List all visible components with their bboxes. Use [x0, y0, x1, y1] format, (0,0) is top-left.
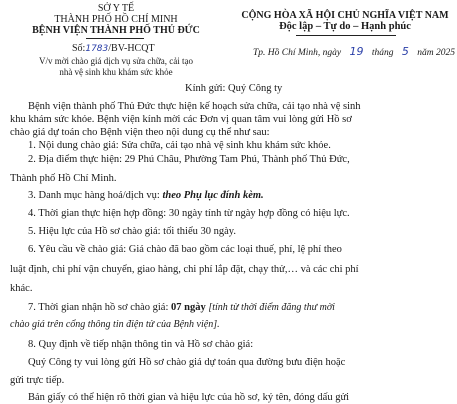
ministry-name: SỞ Y TẾ — [97, 3, 135, 14]
number-suffix: /BV-HCQT — [108, 43, 155, 54]
item-8-line-1: Quý Công ty vui lòng gửi Hồ sơ chào giá dự toán qua đường bưu điện hoặc — [28, 357, 346, 368]
national-motto: Độc lập – Tự do – Hạnh phúc — [279, 21, 411, 32]
greeting: Kính gửi: Quý Công ty — [185, 83, 283, 94]
number-prefix: Số: — [72, 43, 86, 54]
issue-date — [253, 46, 455, 59]
date-day-handwritten: 19 — [349, 45, 364, 58]
item-6-line-2: luật định, chi phí vận chuyển, giao hàng, chi phí lắp đặt, chạy thử,… và các chi phí — [10, 264, 359, 275]
item-7-prefix: 7. Thời gian nhận hồ sơ chào giá: — [28, 302, 169, 313]
item-3-prefix: 3. Danh mục hàng hoá/dịch vụ: — [28, 190, 160, 201]
subject-line-1: V/v mời chào giá dịch vụ sửa chữa, cải tạo — [39, 56, 193, 66]
item-1: 1. Nội dung chào giá: Sửa chữa, cải tạo nhà vệ sinh khu khám sức khỏe. — [28, 140, 331, 151]
item-7-days: 07 ngày — [171, 302, 206, 313]
document-number — [72, 44, 155, 54]
item-2-line-1: 2. Địa điểm thực hiện: 29 Phú Châu, Phường Tam Phú, Thành phố Thủ Đức, — [28, 154, 350, 165]
hospital-underline — [86, 38, 144, 39]
hospital-name: BỆNH VIỆN THÀNH PHỐ THỦ ĐỨC — [32, 25, 200, 36]
motto-underline — [296, 35, 396, 36]
intro-line-1: Bệnh viện thành phố Thủ Đức thực hiện kế hoạch sửa chữa, cải tạo nhà vệ sinh — [28, 101, 361, 112]
item-8: 8. Quy định về tiếp nhận thông tin và Hồ sơ chào giá: — [28, 339, 254, 350]
date-prefix: Tp. Hồ Chí Minh, ngày — [253, 48, 342, 58]
item-2-line-2: Thành phố Hồ Chí Minh. — [10, 173, 117, 184]
subject-line-2: nhà vệ sinh khu khám sức khỏe — [59, 67, 173, 77]
item-6-line-3: khác. — [10, 283, 33, 294]
item-7-note-line-2: chào giá trên cổng thông tin điện tử của Bệnh viện]. — [10, 319, 220, 330]
item-4: 4. Thời gian thực hiện hợp đồng: 30 ngày tính từ ngày hợp đồng có hiệu lực. — [28, 208, 350, 219]
item-8-line-3: Bản giấy có thể hiện rõ thời gian và hiệu lực của hồ sơ, ký tên, đóng dấu gửi — [28, 392, 350, 403]
date-month-label: tháng — [371, 48, 394, 58]
item-3 — [28, 191, 264, 202]
item-8-line-2: gửi trực tiếp. — [10, 375, 65, 386]
country-name: CỘNG HÒA XÃ HỘI CHỦ NGHĨA VIỆT NAM — [241, 10, 449, 21]
intro-line-2: khu khám sức khỏe. Bệnh viện kính mời các Đơn vị quan tâm vui lòng gửi Hồ sơ — [10, 114, 352, 125]
number-handwritten: 1783 — [85, 44, 109, 54]
item-5: 5. Hiệu lực của Hồ sơ chào giá: tối thiểu 30 ngày. — [28, 226, 236, 237]
date-year: năm 2025 — [417, 48, 456, 58]
intro-line-3: chào giá dự toán cho Bệnh viện theo nội dung cụ thể như sau: — [10, 127, 270, 138]
item-7-note-line-1: [tính từ thời điểm đăng thư mời — [208, 302, 335, 313]
item-3-value: theo Phụ lục đính kèm. — [162, 190, 264, 201]
city-name: THÀNH PHỐ HỒ CHÍ MINH — [54, 14, 178, 25]
item-7 — [28, 303, 335, 314]
item-6-line-1: 6. Yêu cầu về chào giá: Giá chào đã bao gồm các loại thuế, phí, lệ phí theo — [28, 244, 342, 255]
date-month-handwritten: 5 — [401, 45, 409, 58]
